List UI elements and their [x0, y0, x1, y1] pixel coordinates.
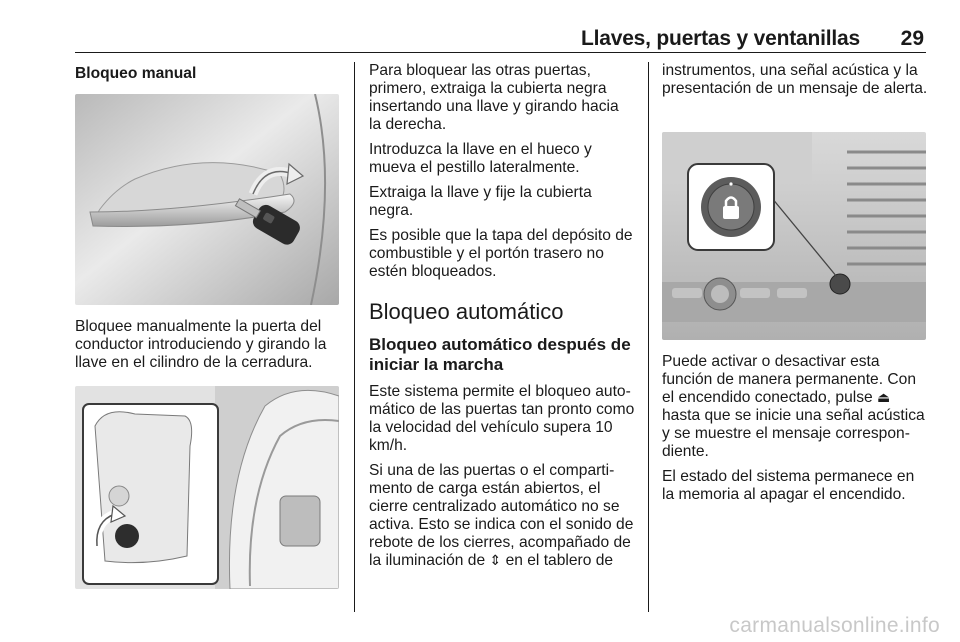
- paragraph-auto-lock-open-door-text-b: en el tablero de: [501, 552, 614, 569]
- column-divider-2: [648, 62, 649, 612]
- paragraph-auto-lock-open-door: [369, 462, 635, 570]
- paragraph-insert-key: Introduzca la llave en el hueco y mueva el pestillo lateralmente.: [369, 141, 592, 176]
- section-title-automatic-lock: Bloqueo automático: [369, 299, 564, 324]
- subsection-title-lock-after-drive: Bloqueo automático después de iniciar la marcha: [369, 335, 631, 374]
- paragraph-other-doors: Para bloquear las otras puertas, primero, extraiga la cubierta negra insertando una llave y girando hacia la derecha.: [369, 62, 619, 133]
- column-2: [369, 62, 635, 577]
- column-1: [75, 62, 341, 83]
- footer-watermark: carmanualsonline.info: [729, 614, 940, 637]
- header-rule: [75, 52, 926, 53]
- door-open-icon: ⇕: [489, 553, 502, 569]
- paragraph-memory-state: El estado del sistema permanece en la memoria al apagar el encendido.: [662, 468, 915, 503]
- door-lock-latch-illustration: [75, 386, 339, 589]
- caption-manual-lock: Bloquee manualmente la puerta del conductor introduciendo y girando la llave en el cilindro de la cerradura.: [75, 318, 327, 371]
- center-console-lock-button-illustration: [662, 132, 926, 340]
- lock-button-icon: ⏏: [877, 390, 891, 406]
- page-number: 29: [900, 27, 924, 50]
- paragraph-fuel-flap-note: Es posible que la tapa del depósito de combustible y el portón trasero no estén bloqueados.: [369, 227, 633, 280]
- paragraph-activate-deactivate-text-a: Puede activar o desactivar esta función de manera permanente. Con el encendido conectado, pulse: [662, 353, 916, 406]
- door-handle-key-illustration: [75, 94, 339, 305]
- section-heading-manual-lock: Bloqueo manual: [75, 65, 197, 82]
- paragraph-remove-key: Extraiga la llave y fije la cubierta negra.: [369, 184, 592, 219]
- paragraph-auto-lock-open-door-text-a: Si una de las puertas o el compartimento de carga están abiertos, el cierre centralizado automático no se activa. Esto se indica con el sonido de rebote de los cierres, acompañado de la iluminación de: [369, 462, 634, 569]
- column-divider-1: [354, 62, 355, 612]
- column-3: [662, 62, 928, 105]
- paragraph-instrument-alert: instrumentos, una señal acústica y la presentación de un mensaje de alerta.: [662, 62, 928, 97]
- running-header-title: Llaves, puertas y ventanillas: [580, 27, 860, 50]
- column-3-lower: [662, 353, 928, 511]
- paragraph-auto-lock-speed: Este sistema permite el bloqueo automático de las puertas tan pronto como la velocidad del vehículo supera 10 km/h.: [369, 383, 635, 454]
- paragraph-activate-deactivate-text-b: hasta que se inicie una señal acústica y se muestre el mensaje correspondiente.: [662, 407, 925, 460]
- column-1-caption: [75, 318, 341, 379]
- paragraph-activate-deactivate: [662, 353, 928, 461]
